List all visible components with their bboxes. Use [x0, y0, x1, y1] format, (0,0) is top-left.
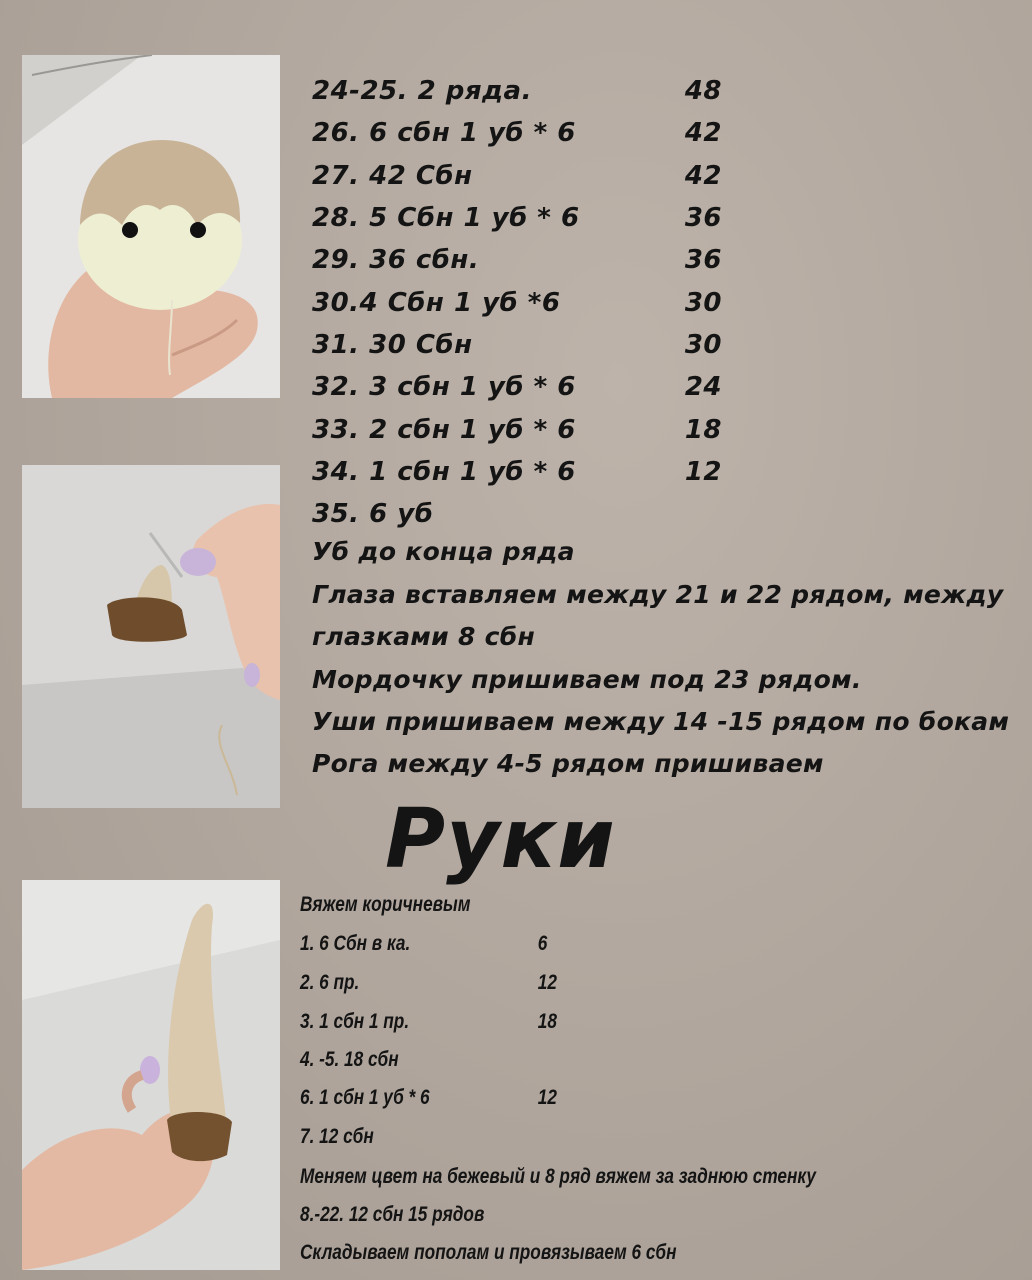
row-instruction: 35. 6 уб	[312, 499, 434, 529]
row-instruction: 31. 30 Сбн	[312, 330, 473, 360]
hands-intro: Вяжем коричневым	[300, 893, 471, 916]
pattern-row	[300, 1045, 399, 1075]
instruction-note: Меняем цвет на бежевый и 8 ряд вяжем за заднюю стенку	[300, 1165, 816, 1188]
stitch-count: 18	[537, 1010, 557, 1033]
pattern-row	[312, 199, 722, 237]
pattern-row	[300, 1083, 557, 1113]
pattern-row	[312, 326, 722, 364]
row-instruction: 6. 1 сбн 1 уб * 6	[300, 1086, 430, 1109]
instruction-note: Глаза вставляем между 21 и 22 рядом, между	[312, 580, 1004, 609]
row-instruction: 33. 2 сбн 1 уб * 6	[312, 415, 576, 445]
instruction-note: Уши пришиваем между 14 -15 рядом по бокам	[312, 707, 1010, 736]
row-instruction: 4. -5. 18 сбн	[300, 1048, 399, 1071]
pattern-row	[312, 453, 722, 491]
pattern-row	[300, 968, 557, 998]
stitch-count: 24	[684, 372, 722, 402]
row-instruction: 34. 1 сбн 1 уб * 6	[312, 457, 576, 487]
pattern-row	[312, 114, 722, 152]
stitch-count: 30	[684, 288, 722, 318]
section-title: Руки	[385, 792, 616, 887]
pattern-row	[300, 929, 548, 959]
row-instruction: 3. 1 сбн 1 пр.	[300, 1010, 410, 1033]
instruction-note: 8.-22. 12 сбн 15 рядов	[300, 1203, 485, 1226]
row-instruction: 28. 5 Сбн 1 уб * 6	[312, 203, 580, 233]
instruction-note: глазками 8 сбн	[312, 622, 536, 651]
row-instruction: 27. 42 Сбн	[312, 161, 473, 191]
photo-crochet-arm	[22, 880, 280, 1270]
row-instruction: 30.4 Сбн 1 уб *6	[312, 288, 561, 318]
stitch-count: 18	[684, 415, 722, 445]
stitch-count: 12	[537, 971, 557, 994]
pattern-row	[312, 495, 433, 533]
stitch-count: 12	[684, 457, 722, 487]
pattern-row	[312, 284, 722, 322]
pattern-row	[312, 241, 722, 279]
instruction-note: Складываем пополам и провязываем 6 сбн	[300, 1241, 677, 1264]
instruction-note: Рога между 4-5 рядом пришиваем	[312, 749, 824, 778]
stitch-count: 48	[684, 76, 722, 106]
instruction-note: Мордочку пришиваем под 23 рядом.	[312, 665, 862, 694]
row-instruction: 29. 36 сбн.	[312, 245, 480, 275]
stitch-count: 12	[537, 1086, 557, 1109]
row-instruction: 2. 6 пр.	[300, 971, 360, 994]
pattern-row	[300, 1007, 557, 1037]
row-instruction: 1. 6 Сбн в ка.	[300, 932, 411, 955]
photo-crochet-horn	[22, 465, 280, 808]
row-instruction: 32. 3 сбн 1 уб * 6	[312, 372, 576, 402]
pattern-row	[312, 411, 722, 449]
stitch-count: 42	[684, 118, 722, 148]
stitch-count: 42	[684, 161, 722, 191]
row-instruction: 26. 6 сбн 1 уб * 6	[312, 118, 576, 148]
instruction-note: Уб до конца ряда	[312, 537, 575, 566]
pattern-row	[312, 368, 722, 406]
stitch-count: 36	[684, 203, 722, 233]
stitch-count: 30	[684, 330, 722, 360]
stitch-count: 36	[684, 245, 722, 275]
row-instruction: 24-25. 2 ряда.	[312, 76, 532, 106]
pattern-row	[300, 1122, 374, 1152]
pattern-row	[312, 72, 722, 110]
row-instruction: 7. 12 сбн	[300, 1125, 374, 1148]
stitch-count: 6	[537, 932, 548, 955]
photo-crochet-head	[22, 55, 280, 398]
pattern-row	[312, 157, 722, 195]
